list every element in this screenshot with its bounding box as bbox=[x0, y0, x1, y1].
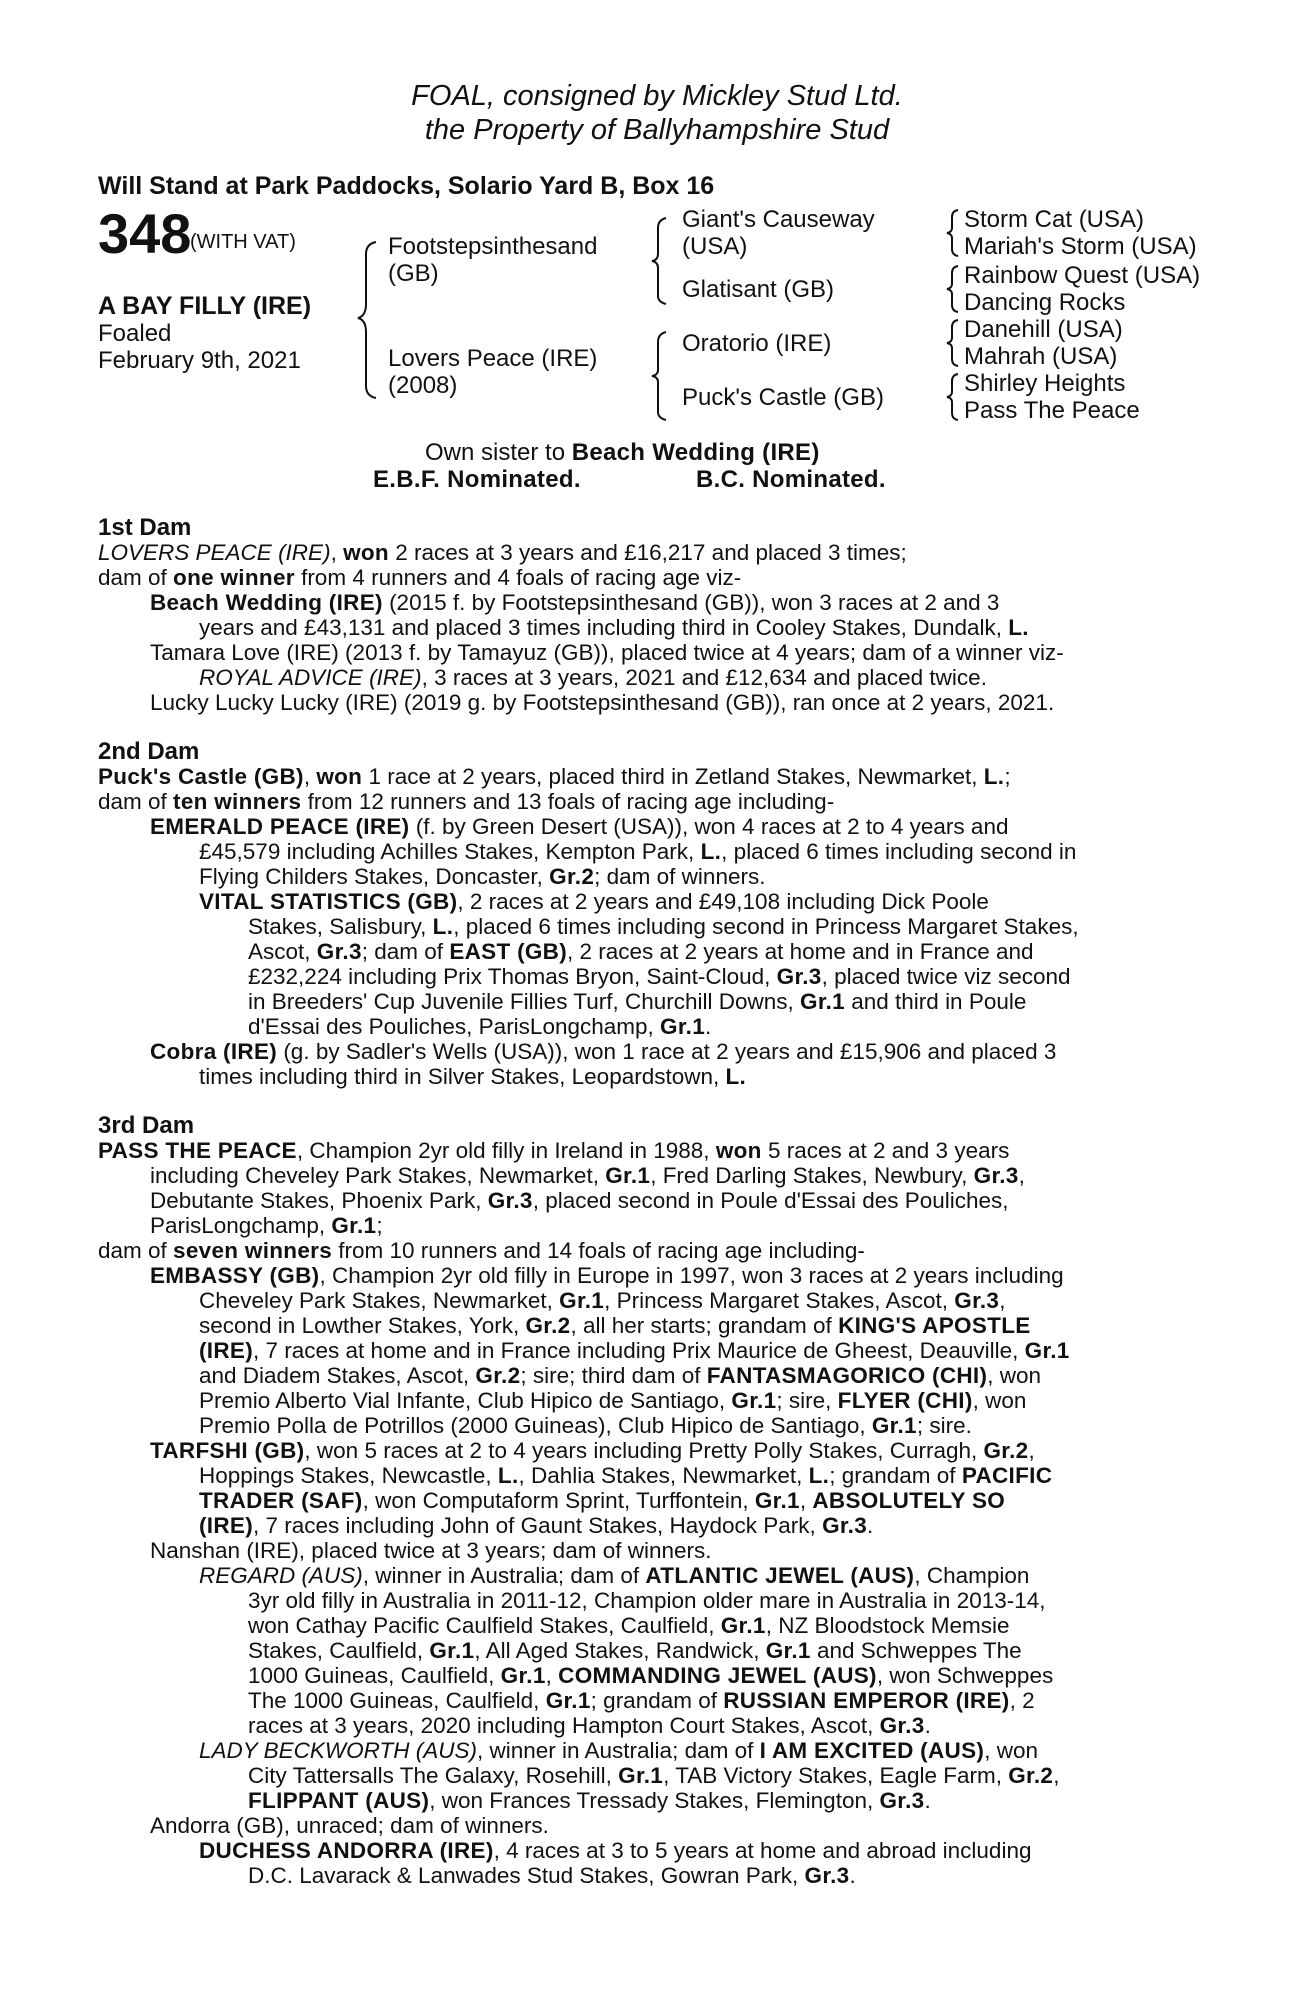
dam2-line: Cobra (IRE) (g. by Sadler's Wells (USA)), won 1 race at 2 years and £15,906 and placed 3 bbox=[150, 1039, 1057, 1064]
dam2-line: EMERALD PEACE (IRE) (f. by Green Desert (USA)), won 4 races at 2 to 4 years and bbox=[150, 814, 1009, 839]
dam2-line: Stakes, Salisbury, L., placed 6 times including second in Princess Margaret Stakes, bbox=[248, 914, 1079, 939]
lot-number: 348 bbox=[98, 202, 192, 265]
dam1-line: ROYAL ADVICE (IRE), 3 races at 3 years, 2021 and £12,634 and placed twice. bbox=[199, 665, 987, 690]
dam3-line: Premio Polla de Potrillos (2000 Guineas), Club Hipico de Santiago, Gr.1; sire. bbox=[199, 1413, 972, 1438]
ebf-nominated: E.B.F. Nominated. bbox=[373, 466, 581, 493]
dam3-line: City Tattersalls The Galaxy, Rosehill, Gr.1, TAB Victory Stakes, Eagle Farm, Gr.2, bbox=[248, 1763, 1060, 1788]
dam2-line: Flying Childers Stakes, Doncaster, Gr.2; dam of winners. bbox=[199, 864, 766, 889]
dam3-line: Stakes, Caulfield, Gr.1, All Aged Stakes, Randwick, Gr.1 and Schweppes The bbox=[248, 1638, 1022, 1663]
dam2-line: d'Essai des Pouliches, ParisLongchamp, Gr.1. bbox=[248, 1014, 712, 1039]
dam3-line: Andorra (GB), unraced; dam of winners. bbox=[150, 1813, 549, 1838]
dam3-line: ParisLongchamp, Gr.1; bbox=[150, 1213, 383, 1238]
grandsire-4: Shirley Heights bbox=[964, 370, 1126, 397]
dam-year: (2008) bbox=[388, 372, 458, 399]
own-sister-note: Own sister to Beach Wedding (IRE) bbox=[425, 439, 820, 466]
dam3-line: EMBASSY (GB), Champion 2yr old filly in Europe in 1997, won 3 races at 2 years including bbox=[150, 1263, 1064, 1288]
dam3-line: Cheveley Park Stakes, Newmarket, Gr.1, Princess Margaret Stakes, Ascot, Gr.3, bbox=[199, 1288, 1006, 1313]
bc-nominated: B.C. Nominated. bbox=[696, 466, 886, 493]
third-dam-heading: 3rd Dam bbox=[98, 1112, 195, 1139]
granddam-1: Mariah's Storm (USA) bbox=[964, 233, 1197, 260]
lot-name: A BAY FILLY (IRE) bbox=[98, 292, 312, 320]
grandsire-3: Danehill (USA) bbox=[964, 316, 1123, 343]
granddam-2: Dancing Rocks bbox=[964, 289, 1126, 316]
dam-name: Lovers Peace (IRE) bbox=[388, 345, 598, 372]
brace-g4 bbox=[944, 372, 964, 422]
dam3-line: FLIPPANT (AUS), won Frances Tressady Stakes, Flemington, Gr.3. bbox=[248, 1788, 931, 1813]
dam3-line: (IRE), 7 races at home and in France including Prix Maurice de Gheest, Deauville, Gr.1 bbox=[199, 1338, 1070, 1363]
stand-location: Will Stand at Park Paddocks, Solario Yard B, Box 16 bbox=[98, 172, 715, 200]
sire bbox=[388, 233, 597, 287]
pedigree-brace-dam bbox=[648, 330, 672, 422]
dam3-line: 3yr old filly in Australia in 2011-12, Champion older mare in Australia in 2013-14, bbox=[248, 1588, 1046, 1613]
sire-country: (GB) bbox=[388, 260, 439, 287]
dam3-line: LADY BECKWORTH (AUS), winner in Australia; dam of I AM EXCITED (AUS), won bbox=[199, 1738, 1038, 1763]
dam3-line: DUCHESS ANDORRA (IRE), 4 races at 3 to 5 years at home and abroad including bbox=[199, 1838, 1032, 1863]
dam1-line: LOVERS PEACE (IRE), won 2 races at 3 years and £16,217 and placed 3 times; bbox=[98, 540, 907, 565]
dam1-line: dam of one winner from 4 runners and 4 foals of racing age viz- bbox=[98, 565, 742, 590]
dam3-line: dam of seven winners from 10 runners and 14 foals of racing age including- bbox=[98, 1238, 865, 1263]
dam3-line: TARFSHI (GB), won 5 races at 2 to 4 years including Pretty Polly Stakes, Curragh, Gr.2, bbox=[150, 1438, 1035, 1463]
dam3-line: 1000 Guineas, Caulfield, Gr.1, COMMANDING JEWEL (AUS), won Schweppes bbox=[248, 1663, 1054, 1688]
second-dam-heading: 2nd Dam bbox=[98, 738, 200, 765]
dam3-line: including Cheveley Park Stakes, Newmarket, Gr.1, Fred Darling Stakes, Newbury, Gr.3, bbox=[150, 1163, 1025, 1188]
dam3-line: second in Lowther Stakes, York, Gr.2, all her starts; grandam of KING'S APOSTLE bbox=[199, 1313, 1031, 1338]
sire-dam: Glatisant (GB) bbox=[682, 276, 835, 303]
first-dam-text bbox=[98, 540, 1198, 715]
dam3-line: Nanshan (IRE), placed twice at 3 years; dam of winners. bbox=[150, 1538, 712, 1563]
dam1-line: Beach Wedding (IRE) (2015 f. by Footstepsinthesand (GB)), won 3 races at 2 and 3 bbox=[150, 590, 1000, 615]
dam2-line: dam of ten winners from 12 runners and 13 foals of racing age including- bbox=[98, 789, 835, 814]
dam3-line: races at 3 years, 2020 including Hampton Court Stakes, Ascot, Gr.3. bbox=[248, 1713, 931, 1738]
second-dam-text bbox=[98, 764, 1198, 1089]
dam2-line: VITAL STATISTICS (GB), 2 races at 2 years and £49,108 including Dick Poole bbox=[199, 889, 989, 914]
dam2-line: times including third in Silver Stakes, Leopardstown, L. bbox=[199, 1064, 747, 1089]
dam1-line: Tamara Love (IRE) (2013 f. by Tamayuz (GB)), placed twice at 4 years; dam of a winner viz- bbox=[150, 640, 1064, 665]
dam-dam: Puck's Castle (GB) bbox=[682, 384, 884, 411]
dam3-line: Debutante Stakes, Phoenix Park, Gr.3, placed second in Poule d'Essai des Pouliches, bbox=[150, 1188, 1009, 1213]
dam3-line: Hoppings Stakes, Newcastle, L., Dahlia Stakes, Newmarket, L.; grandam of PACIFIC bbox=[199, 1463, 1053, 1488]
brace-g1 bbox=[944, 208, 964, 258]
granddam-4: Pass The Peace bbox=[964, 397, 1140, 424]
dam1-line: Lucky Lucky Lucky (IRE) (2019 g. by Footstepsinthesand (GB)), ran once at 2 years, 2021. bbox=[150, 690, 1055, 715]
brace-g3 bbox=[944, 318, 964, 368]
brace-g2 bbox=[944, 264, 964, 314]
dam3-line: TRADER (SAF), won Computaform Sprint, Turffontein, Gr.1, ABSOLUTELY SO bbox=[199, 1488, 1006, 1513]
dam1-line: years and £43,131 and placed 3 times including third in Cooley Stakes, Dundalk, L. bbox=[199, 615, 1029, 640]
sire-sire bbox=[682, 206, 875, 260]
foaled-date: February 9th, 2021 bbox=[98, 347, 301, 374]
dam3-line: and Diadem Stakes, Ascot, Gr.2; sire; third dam of FANTASMAGORICO (CHI), won bbox=[199, 1363, 1042, 1388]
dam2-line: £232,224 including Prix Thomas Bryon, Saint-Cloud, Gr.3, placed twice viz second bbox=[248, 964, 1071, 989]
dam3-line: REGARD (AUS), winner in Australia; dam of ATLANTIC JEWEL (AUS), Champion bbox=[199, 1563, 1030, 1588]
pedigree-brace-sire bbox=[648, 216, 672, 306]
dam3-line: won Cathay Pacific Caulfield Stakes, Caulfield, Gr.1, NZ Bloodstock Memsie bbox=[248, 1613, 1010, 1638]
pedigree-brace-main bbox=[356, 240, 386, 400]
dam3-line: D.C. Lavarack & Lanwades Stud Stakes, Gowran Park, Gr.3. bbox=[248, 1863, 856, 1888]
property-line: the Property of Ballyhampshire Stud bbox=[424, 114, 890, 146]
granddam-3: Mahrah (USA) bbox=[964, 343, 1118, 370]
grandsire-1: Storm Cat (USA) bbox=[964, 206, 1145, 233]
dam3-line: The 1000 Guineas, Caulfield, Gr.1; grandam of RUSSIAN EMPEROR (IRE), 2 bbox=[248, 1688, 1035, 1713]
third-dam-text bbox=[98, 1138, 1198, 1888]
dam bbox=[388, 345, 597, 399]
dam3-line: PASS THE PEACE, Champion 2yr old filly in Ireland in 1988, won 5 races at 2 and 3 years bbox=[98, 1138, 1010, 1163]
dam2-line: in Breeders' Cup Juvenile Fillies Turf, Churchill Downs, Gr.1 and third in Poule bbox=[248, 989, 1027, 1014]
sire-sire-name: Giant's Causeway bbox=[682, 206, 875, 233]
vat-note: (WITH VAT) bbox=[190, 231, 296, 253]
dam-sire: Oratorio (IRE) bbox=[682, 330, 832, 357]
sire-name: Footstepsinthesand bbox=[388, 233, 598, 260]
foaled-label: Foaled bbox=[98, 320, 172, 347]
dam3-line: (IRE), 7 races including John of Gaunt Stakes, Haydock Park, Gr.3. bbox=[199, 1513, 874, 1538]
sire-sire-country: (USA) bbox=[682, 233, 748, 260]
dam2-line: Puck's Castle (GB), won 1 race at 2 years, placed third in Zetland Stakes, Newmarket, L.; bbox=[98, 764, 1011, 789]
dam3-line: Premio Alberto Vial Infante, Club Hipico de Santiago, Gr.1; sire, FLYER (CHI), won bbox=[199, 1388, 1027, 1413]
dam2-line: Ascot, Gr.3; dam of EAST (GB), 2 races at 2 years at home and in France and bbox=[248, 939, 1034, 964]
grandsire-2: Rainbow Quest (USA) bbox=[964, 262, 1201, 289]
dam2-line: £45,579 including Achilles Stakes, Kempton Park, L., placed 6 times including second in bbox=[199, 839, 1077, 864]
consignor-line: FOAL, consigned by Mickley Stud Ltd. bbox=[411, 80, 903, 112]
first-dam-heading: 1st Dam bbox=[98, 514, 192, 541]
